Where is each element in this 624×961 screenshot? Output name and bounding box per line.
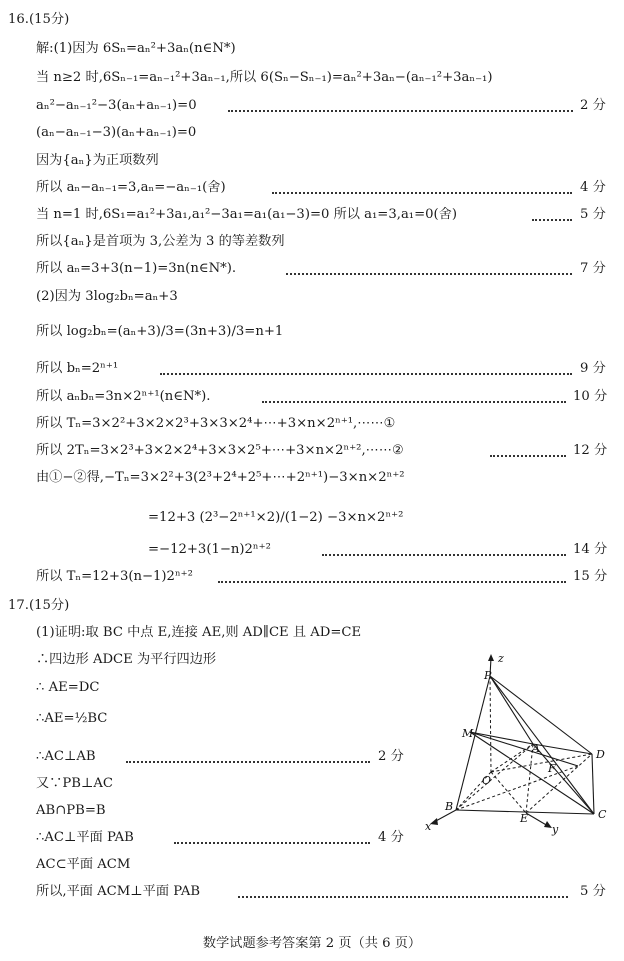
leader-dots — [126, 761, 370, 763]
q16-line-19: 所以 Tₙ=12+3(n−1)2ⁿ⁺² — [36, 569, 193, 584]
q17-line-10: 所以,平面 ACM⊥平面 PAB — [36, 884, 201, 899]
score-4: 4 分 — [580, 180, 606, 195]
q16-header: 16.(15分) — [8, 12, 70, 27]
label-E: E — [520, 812, 529, 825]
leader-dots — [228, 110, 573, 112]
leader-dots — [174, 842, 370, 844]
leader-dots — [272, 192, 572, 194]
leader-dots — [218, 581, 566, 583]
label-F: F — [548, 762, 556, 775]
score-2: 2 分 — [580, 98, 606, 113]
label-A: A — [532, 742, 540, 755]
q17-line-4: ∴AE=½BC — [36, 711, 108, 726]
leader-dots — [322, 554, 566, 556]
leader-dots — [160, 373, 572, 375]
score-10: 10 分 — [573, 389, 608, 404]
q17-line-9: AC⊂平面 ACM — [36, 857, 131, 872]
label-D: D — [596, 748, 605, 761]
q16-line-14: 所以 Tₙ=3×2²+3×2×2³+3×3×2⁴+⋯+3×n×2ⁿ⁺¹,⋯⋯① — [36, 416, 396, 431]
q16-line-5: 因为{aₙ}为正项数列 — [36, 153, 159, 168]
q16-line-8: 所以{aₙ}是首项为 3,公差为 3 的等差数列 — [36, 234, 285, 249]
label-M: M — [462, 727, 474, 740]
q17-line-2: ∴四边形 ADCE 为平行四边形 — [36, 652, 217, 667]
q16-line-4: (aₙ−aₙ₋₁−3)(aₙ+aₙ₋₁)=0 — [36, 125, 197, 140]
q17-line-5: ∴AC⊥AB — [36, 749, 96, 764]
leader-dots — [490, 455, 566, 457]
q16-line-10: (2)因为 3log₂bₙ=aₙ+3 — [36, 289, 178, 304]
label-B: B — [445, 800, 454, 813]
label-P: P — [484, 669, 492, 682]
q16-line-1: 解:(1)因为 6Sₙ=aₙ²+3aₙ(n∈N*) — [36, 41, 236, 56]
leader-dots — [532, 219, 572, 221]
score-15: 15 分 — [573, 569, 608, 584]
q16-line-18: =−12+3(1−n)2ⁿ⁺² — [148, 542, 271, 557]
label-C: C — [598, 808, 607, 821]
q17-line-3: ∴ AE=DC — [36, 680, 100, 695]
score-9: 9 分 — [580, 361, 606, 376]
q16-line-11: 所以 log₂bₙ=(aₙ+3)/3=(3n+3)/3=n+1 — [36, 324, 284, 339]
geometry-figure — [418, 650, 618, 840]
q17-line-1: (1)证明:取 BC 中点 E,连接 AE,则 AD∥CE 且 AD=CE — [36, 625, 362, 640]
score-17-4: 4 分 — [378, 830, 404, 845]
leader-dots — [238, 896, 568, 898]
label-O: O — [482, 774, 492, 787]
q17-line-8: ∴AC⊥平面 PAB — [36, 830, 134, 845]
q16-line-16: 由①−②得,−Tₙ=3×2²+3(2³+2⁴+2⁵+⋯+2ⁿ⁺¹)−3×n×2ⁿ⁺² — [36, 470, 405, 485]
q17-header: 17.(15分) — [8, 598, 70, 613]
score-7: 7 分 — [580, 261, 606, 276]
q16-line-15: 所以 2Tₙ=3×2³+3×2×2⁴+3×3×2⁵+⋯+3×n×2ⁿ⁺²,⋯⋯② — [36, 443, 404, 458]
score-14: 14 分 — [573, 542, 608, 557]
q16-line-6: 所以 aₙ−aₙ₋₁=3,aₙ=−aₙ₋₁(舍) — [36, 180, 226, 195]
score-17-2: 2 分 — [378, 749, 404, 764]
q16-line-13: 所以 aₙbₙ=3n×2ⁿ⁺¹(n∈N*). — [36, 389, 211, 404]
score-17-5: 5 分 — [580, 884, 606, 899]
score-12: 12 分 — [573, 443, 608, 458]
q16-line-17: =12+3 (2³−2ⁿ⁺¹×2)/(1−2) −3×n×2ⁿ⁺² — [148, 510, 404, 525]
q17-line-6: 又∵PB⊥AC — [36, 776, 113, 791]
q16-line-3: aₙ²−aₙ₋₁²−3(aₙ+aₙ₋₁)=0 — [36, 98, 197, 113]
q16-line-12: 所以 bₙ=2ⁿ⁺¹ — [36, 361, 119, 376]
label-y: y — [552, 823, 559, 836]
q16-line-2: 当 n≥2 时,6Sₙ₋₁=aₙ₋₁²+3aₙ₋₁,所以 6(Sₙ−Sₙ₋₁)=aₙ²+3aₙ−(aₙ₋₁²+3aₙ₋₁) — [36, 70, 493, 85]
label-z: z — [498, 652, 504, 665]
q17-line-7: AB∩PB=B — [36, 803, 106, 818]
leader-dots — [262, 401, 566, 403]
q16-line-7: 当 n=1 时,6S₁=a₁²+3a₁,a₁²−3a₁=a₁(a₁−3)=0 所以 a₁=3,a₁=0(舍) — [36, 207, 458, 222]
page-footer: 数学试题参考答案第 2 页（共 6 页） — [202, 936, 422, 951]
score-5: 5 分 — [580, 207, 606, 222]
label-x: x — [425, 820, 432, 833]
leader-dots — [286, 273, 572, 275]
q16-line-9: 所以 aₙ=3+3(n−1)=3n(n∈N*). — [36, 261, 237, 276]
